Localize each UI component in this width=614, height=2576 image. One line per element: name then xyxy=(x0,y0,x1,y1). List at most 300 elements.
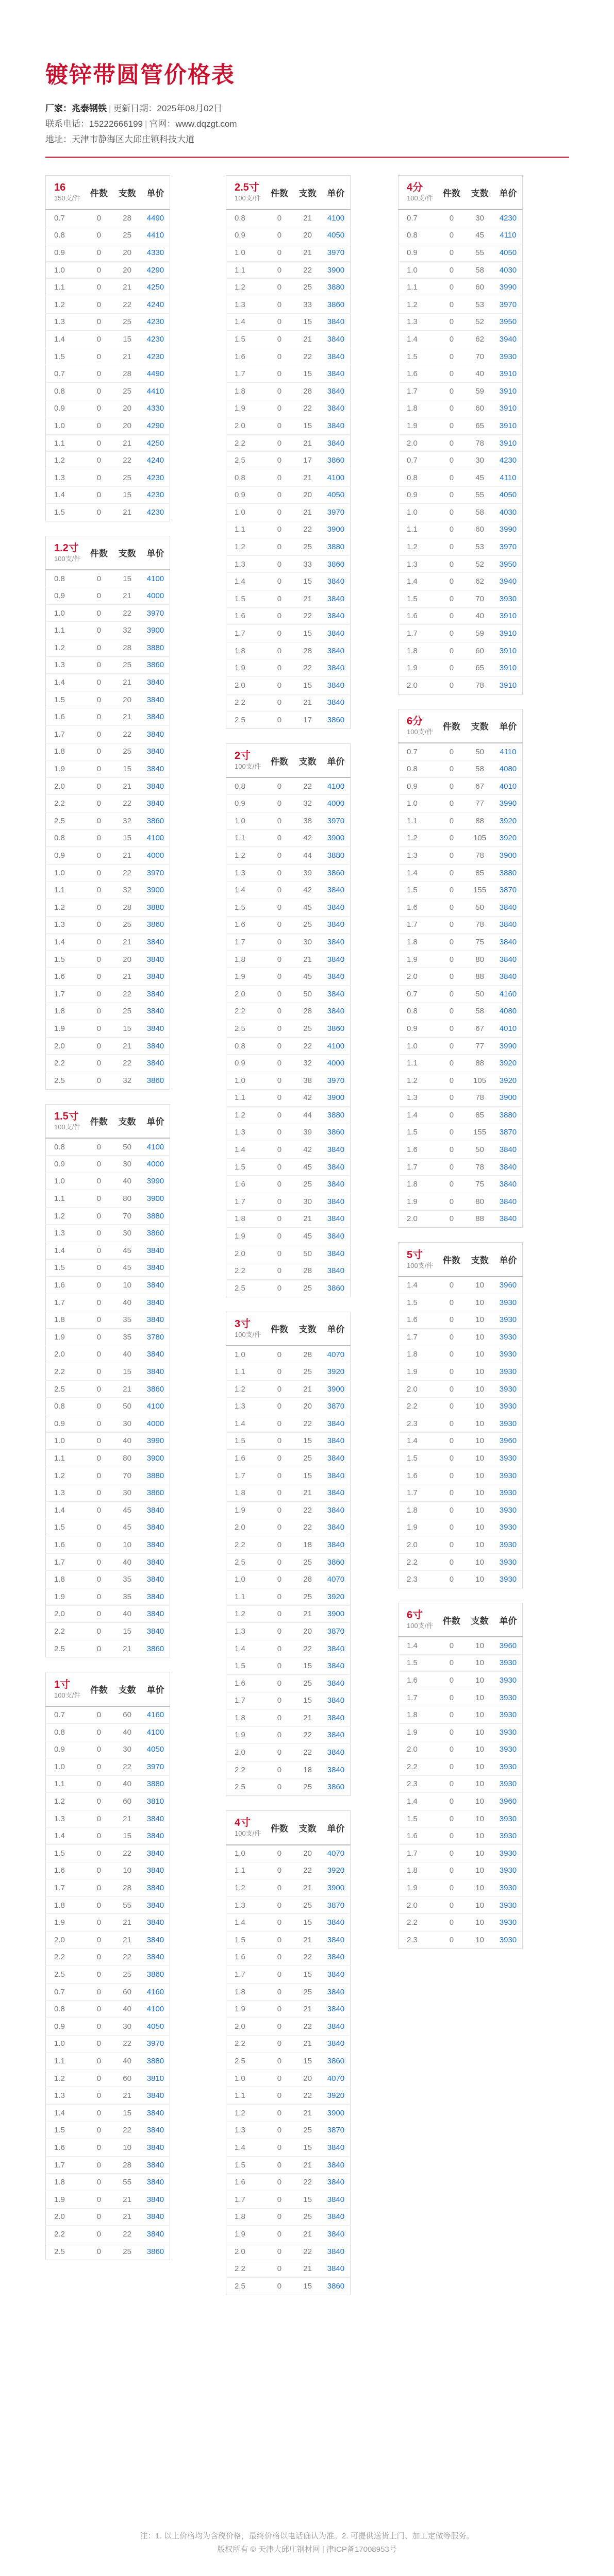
cell-price[interactable]: 3860 xyxy=(322,452,351,469)
cell-price[interactable]: 3840 xyxy=(322,1761,351,1778)
cell-price[interactable]: 4230 xyxy=(141,313,170,331)
cell-price[interactable]: 4100 xyxy=(141,2001,170,2018)
cell-price[interactable]: 4050 xyxy=(141,1741,170,1758)
cell-price[interactable]: 3880 xyxy=(494,864,523,882)
phone-number[interactable]: 15222666199 xyxy=(89,119,143,129)
cell-price[interactable]: 4100 xyxy=(141,829,170,847)
cell-price[interactable]: 4000 xyxy=(141,847,170,865)
cell-price[interactable]: 3900 xyxy=(322,1380,351,1398)
cell-price[interactable]: 3840 xyxy=(322,1432,351,1450)
cell-price[interactable]: 3990 xyxy=(141,1432,170,1450)
cell-price[interactable]: 3930 xyxy=(494,1741,523,1758)
cell-price[interactable]: 3840 xyxy=(322,2260,351,2278)
cell-price[interactable]: 4080 xyxy=(494,1003,523,1020)
cell-price[interactable]: 3880 xyxy=(141,1207,170,1225)
cell-price[interactable]: 3840 xyxy=(141,777,170,795)
cell-price[interactable]: 4030 xyxy=(494,261,523,279)
cell-price[interactable]: 3840 xyxy=(141,1588,170,1605)
cell-price[interactable]: 3930 xyxy=(494,1519,523,1536)
cell-price[interactable]: 3840 xyxy=(322,1519,351,1536)
cell-price[interactable]: 3840 xyxy=(141,1536,170,1554)
cell-price[interactable]: 3840 xyxy=(141,1896,170,1914)
cell-price[interactable]: 3840 xyxy=(141,1259,170,1277)
cell-price[interactable]: 4330 xyxy=(141,400,170,417)
cell-price[interactable]: 3970 xyxy=(494,296,523,313)
cell-price[interactable]: 3840 xyxy=(322,1003,351,1020)
cell-price[interactable]: 3970 xyxy=(141,1758,170,1776)
cell-price[interactable]: 3840 xyxy=(322,985,351,1003)
cell-price[interactable]: 3930 xyxy=(494,1810,523,1827)
cell-price[interactable]: 4290 xyxy=(141,417,170,435)
cell-price[interactable]: 3880 xyxy=(141,2053,170,2070)
cell-price[interactable]: 3860 xyxy=(141,2243,170,2260)
cell-price[interactable]: 3910 xyxy=(494,659,523,677)
cell-price[interactable]: 3900 xyxy=(322,1605,351,1623)
cell-price[interactable]: 3930 xyxy=(494,1363,523,1381)
cell-price[interactable]: 3900 xyxy=(494,847,523,865)
cell-price[interactable]: 3840 xyxy=(141,2087,170,2105)
cell-price[interactable]: 3910 xyxy=(494,625,523,642)
cell-price[interactable]: 3840 xyxy=(141,708,170,726)
cell-price[interactable]: 3840 xyxy=(322,331,351,348)
cell-price[interactable]: 4000 xyxy=(322,795,351,812)
cell-price[interactable]: 3860 xyxy=(141,1640,170,1657)
cell-price[interactable]: 3930 xyxy=(494,1501,523,1519)
cell-price[interactable]: 3920 xyxy=(322,1363,351,1381)
cell-price[interactable]: 3900 xyxy=(141,1190,170,1208)
cell-price[interactable]: 3840 xyxy=(322,2001,351,2018)
cell-price[interactable]: 3840 xyxy=(141,968,170,986)
cell-price[interactable]: 3880 xyxy=(141,1775,170,1793)
cell-price[interactable]: 4100 xyxy=(322,469,351,486)
cell-price[interactable]: 3930 xyxy=(494,1931,523,1949)
cell-price[interactable]: 3870 xyxy=(322,1398,351,1415)
cell-price[interactable]: 3930 xyxy=(494,1914,523,1931)
cell-price[interactable]: 3840 xyxy=(322,1914,351,1931)
cell-price[interactable]: 3940 xyxy=(494,331,523,348)
cell-price[interactable]: 4010 xyxy=(494,1020,523,1038)
cell-price[interactable]: 3900 xyxy=(141,1450,170,1467)
cell-price[interactable]: 4160 xyxy=(494,985,523,1003)
cell-price[interactable]: 3910 xyxy=(494,400,523,417)
cell-price[interactable]: 3910 xyxy=(494,417,523,435)
site-link[interactable]: www.dqzgt.com xyxy=(175,119,237,129)
cell-price[interactable]: 4000 xyxy=(322,1055,351,1072)
cell-price[interactable]: 3840 xyxy=(322,2208,351,2226)
cell-price[interactable]: 4100 xyxy=(141,1398,170,1415)
cell-price[interactable]: 3840 xyxy=(322,694,351,711)
cell-price[interactable]: 3930 xyxy=(494,1329,523,1346)
cell-price[interactable]: 4070 xyxy=(322,1346,351,1363)
cell-price[interactable]: 3840 xyxy=(141,2191,170,2208)
cell-price[interactable]: 4070 xyxy=(322,1845,351,1862)
cell-price[interactable]: 4050 xyxy=(322,486,351,504)
cell-price[interactable]: 4050 xyxy=(141,2018,170,2036)
cell-price[interactable]: 3840 xyxy=(322,313,351,331)
cell-price[interactable]: 4010 xyxy=(494,777,523,795)
cell-price[interactable]: 3930 xyxy=(494,1467,523,1484)
cell-price[interactable]: 3840 xyxy=(141,1571,170,1588)
cell-price[interactable]: 3880 xyxy=(494,1107,523,1124)
cell-price[interactable]: 3930 xyxy=(494,1415,523,1433)
cell-price[interactable]: 3920 xyxy=(322,2087,351,2105)
cell-price[interactable]: 4160 xyxy=(141,1706,170,1724)
cell-price[interactable]: 4100 xyxy=(322,210,351,227)
cell-price[interactable]: 3840 xyxy=(322,677,351,694)
cell-price[interactable]: 3900 xyxy=(322,829,351,847)
cell-price[interactable]: 4070 xyxy=(322,1571,351,1588)
cell-price[interactable]: 4230 xyxy=(494,452,523,469)
cell-price[interactable]: 3930 xyxy=(494,1398,523,1415)
cell-price[interactable]: 3930 xyxy=(494,1672,523,1689)
cell-price[interactable]: 3990 xyxy=(494,521,523,538)
cell-price[interactable]: 3860 xyxy=(322,2053,351,2070)
cell-price[interactable]: 3840 xyxy=(141,2104,170,2122)
cell-price[interactable]: 3840 xyxy=(494,916,523,934)
cell-price[interactable]: 3860 xyxy=(322,2277,351,2295)
cell-price[interactable]: 3870 xyxy=(322,1896,351,1914)
cell-price[interactable]: 3840 xyxy=(322,417,351,435)
cell-price[interactable]: 3860 xyxy=(141,656,170,674)
cell-price[interactable]: 4160 xyxy=(141,1983,170,2001)
cell-price[interactable]: 3860 xyxy=(322,555,351,573)
cell-price[interactable]: 3930 xyxy=(494,1553,523,1571)
cell-price[interactable]: 3840 xyxy=(494,1141,523,1159)
cell-price[interactable]: 3840 xyxy=(494,1158,523,1176)
cell-price[interactable]: 3840 xyxy=(141,951,170,968)
cell-price[interactable]: 3840 xyxy=(141,726,170,743)
cell-price[interactable]: 3840 xyxy=(322,1415,351,1433)
cell-price[interactable]: 3840 xyxy=(141,2226,170,2243)
cell-price[interactable]: 3840 xyxy=(141,2139,170,2157)
cell-price[interactable]: 4110 xyxy=(494,743,523,760)
cell-price[interactable]: 3840 xyxy=(141,1879,170,1897)
cell-price[interactable]: 3840 xyxy=(322,1193,351,1211)
cell-price[interactable]: 3840 xyxy=(322,2018,351,2036)
cell-price[interactable]: 4250 xyxy=(141,434,170,452)
cell-price[interactable]: 3780 xyxy=(141,1329,170,1346)
cell-price[interactable]: 3840 xyxy=(322,1692,351,1709)
cell-price[interactable]: 3840 xyxy=(322,1983,351,2001)
cell-price[interactable]: 3930 xyxy=(494,590,523,608)
cell-price[interactable]: 4290 xyxy=(141,261,170,279)
cell-price[interactable]: 3880 xyxy=(322,847,351,865)
cell-price[interactable]: 3970 xyxy=(141,864,170,882)
cell-price[interactable]: 3900 xyxy=(322,2104,351,2122)
cell-price[interactable]: 3840 xyxy=(322,2174,351,2191)
cell-price[interactable]: 4100 xyxy=(322,777,351,795)
cell-price[interactable]: 3930 xyxy=(494,1571,523,1588)
cell-price[interactable]: 3860 xyxy=(322,1020,351,1038)
cell-price[interactable]: 4490 xyxy=(141,365,170,383)
cell-price[interactable]: 3860 xyxy=(141,1380,170,1398)
cell-price[interactable]: 3910 xyxy=(494,365,523,383)
cell-price[interactable]: 3840 xyxy=(141,1003,170,1020)
cell-price[interactable]: 3840 xyxy=(322,1228,351,1245)
cell-price[interactable]: 3860 xyxy=(322,711,351,729)
cell-price[interactable]: 3880 xyxy=(322,538,351,556)
cell-price[interactable]: 3840 xyxy=(322,1966,351,1984)
cell-price[interactable]: 3840 xyxy=(322,1158,351,1176)
cell-price[interactable]: 3900 xyxy=(322,261,351,279)
cell-price[interactable]: 3840 xyxy=(322,573,351,590)
cell-price[interactable]: 3930 xyxy=(494,1706,523,1724)
cell-price[interactable]: 4240 xyxy=(141,452,170,469)
cell-price[interactable]: 3930 xyxy=(494,1775,523,1793)
cell-price[interactable]: 3930 xyxy=(494,1723,523,1741)
cell-price[interactable]: 3840 xyxy=(322,1210,351,1228)
cell-price[interactable]: 3860 xyxy=(141,916,170,934)
cell-price[interactable]: 3930 xyxy=(494,1689,523,1706)
cell-price[interactable]: 3880 xyxy=(322,1107,351,1124)
cell-price[interactable]: 3840 xyxy=(322,1709,351,1727)
cell-price[interactable]: 3930 xyxy=(494,1294,523,1311)
cell-price[interactable]: 3840 xyxy=(141,1037,170,1055)
cell-price[interactable]: 3840 xyxy=(322,1931,351,1949)
cell-price[interactable]: 4100 xyxy=(141,1138,170,1156)
cell-price[interactable]: 3840 xyxy=(141,795,170,812)
cell-price[interactable]: 3840 xyxy=(322,1640,351,1657)
cell-price[interactable]: 3840 xyxy=(322,1674,351,1692)
cell-price[interactable]: 3840 xyxy=(322,899,351,916)
cell-price[interactable]: 4050 xyxy=(494,244,523,262)
cell-price[interactable]: 3990 xyxy=(494,795,523,812)
cell-price[interactable]: 3840 xyxy=(494,951,523,968)
cell-price[interactable]: 3840 xyxy=(141,1055,170,1072)
cell-price[interactable]: 3840 xyxy=(141,1605,170,1623)
cell-price[interactable]: 3860 xyxy=(322,1553,351,1571)
cell-price[interactable]: 3840 xyxy=(322,607,351,625)
cell-price[interactable]: 4330 xyxy=(141,244,170,262)
cell-price[interactable]: 3840 xyxy=(322,1245,351,1262)
cell-price[interactable]: 3960 xyxy=(494,1432,523,1450)
cell-price[interactable]: 4030 xyxy=(494,504,523,521)
cell-price[interactable]: 3940 xyxy=(494,573,523,590)
cell-price[interactable]: 3840 xyxy=(322,2035,351,2053)
cell-price[interactable]: 3840 xyxy=(141,1931,170,1949)
cell-price[interactable]: 3840 xyxy=(141,1242,170,1260)
cell-price[interactable]: 3840 xyxy=(494,1176,523,1193)
cell-price[interactable]: 4050 xyxy=(494,486,523,504)
cell-price[interactable]: 3860 xyxy=(322,1778,351,1796)
cell-price[interactable]: 3950 xyxy=(494,555,523,573)
cell-price[interactable]: 3920 xyxy=(494,829,523,847)
cell-price[interactable]: 3930 xyxy=(494,1845,523,1862)
cell-price[interactable]: 3840 xyxy=(141,691,170,708)
cell-price[interactable]: 4110 xyxy=(494,227,523,244)
cell-price[interactable]: 3840 xyxy=(322,1467,351,1484)
cell-price[interactable]: 3930 xyxy=(494,348,523,365)
cell-price[interactable]: 4000 xyxy=(141,1156,170,1173)
cell-price[interactable]: 4410 xyxy=(141,227,170,244)
cell-price[interactable]: 4230 xyxy=(141,486,170,504)
cell-price[interactable]: 3900 xyxy=(141,622,170,639)
cell-price[interactable]: 3840 xyxy=(141,1948,170,1966)
cell-price[interactable]: 3860 xyxy=(322,864,351,882)
cell-price[interactable]: 3840 xyxy=(322,1141,351,1159)
cell-price[interactable]: 3840 xyxy=(141,1519,170,1536)
cell-price[interactable]: 3930 xyxy=(494,1758,523,1776)
cell-price[interactable]: 3860 xyxy=(141,1225,170,1242)
cell-price[interactable]: 4080 xyxy=(494,760,523,778)
cell-price[interactable]: 4230 xyxy=(141,469,170,486)
cell-price[interactable]: 3840 xyxy=(141,1363,170,1381)
cell-price[interactable]: 3840 xyxy=(322,934,351,951)
cell-price[interactable]: 3840 xyxy=(141,1845,170,1862)
cell-price[interactable]: 3840 xyxy=(322,1726,351,1744)
cell-price[interactable]: 3900 xyxy=(494,1089,523,1107)
cell-price[interactable]: 3840 xyxy=(494,934,523,951)
cell-price[interactable]: 3840 xyxy=(322,1450,351,1467)
cell-price[interactable]: 3840 xyxy=(141,985,170,1003)
cell-price[interactable]: 3840 xyxy=(141,1346,170,1363)
cell-price[interactable]: 3840 xyxy=(141,2122,170,2139)
cell-price[interactable]: 3910 xyxy=(494,382,523,400)
cell-price[interactable]: 4250 xyxy=(141,279,170,296)
cell-price[interactable]: 3930 xyxy=(494,1896,523,1914)
cell-price[interactable]: 3950 xyxy=(494,313,523,331)
cell-price[interactable]: 3930 xyxy=(494,1484,523,1502)
cell-price[interactable]: 3840 xyxy=(322,1536,351,1554)
cell-price[interactable]: 3860 xyxy=(322,296,351,313)
cell-price[interactable]: 3900 xyxy=(322,521,351,538)
cell-price[interactable]: 3840 xyxy=(141,934,170,951)
cell-price[interactable]: 3840 xyxy=(141,2208,170,2226)
cell-price[interactable]: 3930 xyxy=(494,1311,523,1329)
cell-price[interactable]: 3840 xyxy=(322,2156,351,2174)
cell-price[interactable]: 4230 xyxy=(141,348,170,365)
cell-price[interactable]: 4100 xyxy=(322,1037,351,1055)
cell-price[interactable]: 3840 xyxy=(322,625,351,642)
cell-price[interactable]: 3840 xyxy=(322,434,351,452)
cell-price[interactable]: 4100 xyxy=(141,1723,170,1741)
cell-price[interactable]: 3840 xyxy=(141,1501,170,1519)
cell-price[interactable]: 3930 xyxy=(494,1879,523,1897)
cell-price[interactable]: 3970 xyxy=(322,1072,351,1089)
cell-price[interactable]: 3840 xyxy=(141,1914,170,1931)
cell-price[interactable]: 3810 xyxy=(141,2070,170,2087)
cell-price[interactable]: 3840 xyxy=(322,2243,351,2260)
cell-price[interactable]: 3930 xyxy=(494,1380,523,1398)
cell-price[interactable]: 3840 xyxy=(322,659,351,677)
cell-price[interactable]: 3900 xyxy=(141,882,170,899)
cell-price[interactable]: 3840 xyxy=(322,348,351,365)
cell-price[interactable]: 4230 xyxy=(494,210,523,227)
cell-price[interactable]: 4230 xyxy=(141,504,170,521)
cell-price[interactable]: 3900 xyxy=(322,1089,351,1107)
cell-price[interactable]: 3840 xyxy=(322,365,351,383)
cell-price[interactable]: 3880 xyxy=(141,639,170,657)
cell-price[interactable]: 3870 xyxy=(322,1623,351,1640)
cell-price[interactable]: 3860 xyxy=(141,1072,170,1089)
cell-price[interactable]: 3910 xyxy=(494,434,523,452)
cell-price[interactable]: 3920 xyxy=(494,1055,523,1072)
cell-price[interactable]: 3910 xyxy=(494,607,523,625)
cell-price[interactable]: 3930 xyxy=(494,1827,523,1845)
cell-price[interactable]: 3840 xyxy=(141,1311,170,1329)
cell-price[interactable]: 3910 xyxy=(494,677,523,694)
cell-price[interactable]: 3840 xyxy=(322,1657,351,1675)
cell-price[interactable]: 3840 xyxy=(494,1193,523,1211)
cell-price[interactable]: 4110 xyxy=(494,469,523,486)
cell-price[interactable]: 3880 xyxy=(141,1467,170,1484)
cell-price[interactable]: 3840 xyxy=(322,916,351,934)
cell-price[interactable]: 4000 xyxy=(141,1415,170,1433)
cell-price[interactable]: 3970 xyxy=(141,604,170,622)
cell-price[interactable]: 3860 xyxy=(141,812,170,830)
cell-price[interactable]: 3840 xyxy=(494,968,523,986)
cell-price[interactable]: 4410 xyxy=(141,382,170,400)
cell-price[interactable]: 3840 xyxy=(141,1623,170,1640)
cell-price[interactable]: 4490 xyxy=(141,210,170,227)
cell-price[interactable]: 3810 xyxy=(141,1793,170,1810)
cell-price[interactable]: 3840 xyxy=(141,1553,170,1571)
cell-price[interactable]: 3990 xyxy=(494,1037,523,1055)
cell-price[interactable]: 3860 xyxy=(322,1124,351,1141)
cell-price[interactable]: 3840 xyxy=(322,1176,351,1193)
cell-price[interactable]: 4240 xyxy=(141,296,170,313)
cell-price[interactable]: 3920 xyxy=(494,812,523,830)
cell-price[interactable]: 3840 xyxy=(141,1020,170,1038)
cell-price[interactable]: 3880 xyxy=(322,279,351,296)
cell-price[interactable]: 4230 xyxy=(141,331,170,348)
cell-price[interactable]: 4000 xyxy=(141,587,170,605)
cell-price[interactable]: 3970 xyxy=(322,504,351,521)
cell-price[interactable]: 3860 xyxy=(141,1484,170,1502)
cell-price[interactable]: 3870 xyxy=(494,1124,523,1141)
cell-price[interactable]: 3840 xyxy=(141,1862,170,1879)
cell-price[interactable]: 3930 xyxy=(494,1346,523,1363)
cell-price[interactable]: 3840 xyxy=(141,760,170,778)
cell-price[interactable]: 3840 xyxy=(322,1262,351,1280)
cell-price[interactable]: 3960 xyxy=(494,1277,523,1294)
cell-price[interactable]: 3870 xyxy=(322,2122,351,2139)
cell-price[interactable]: 3840 xyxy=(141,2156,170,2174)
cell-price[interactable]: 3970 xyxy=(322,244,351,262)
cell-price[interactable]: 3840 xyxy=(322,642,351,659)
cell-price[interactable]: 3840 xyxy=(322,590,351,608)
cell-price[interactable]: 3840 xyxy=(141,1294,170,1311)
cell-price[interactable]: 3960 xyxy=(494,1793,523,1810)
cell-price[interactable]: 3880 xyxy=(141,899,170,916)
cell-price[interactable]: 3900 xyxy=(322,1879,351,1897)
cell-price[interactable]: 3840 xyxy=(322,968,351,986)
cell-price[interactable]: 3840 xyxy=(141,1810,170,1827)
cell-price[interactable]: 3840 xyxy=(322,382,351,400)
cell-price[interactable]: 3840 xyxy=(322,1948,351,1966)
cell-price[interactable]: 3860 xyxy=(322,1280,351,1297)
cell-price[interactable]: 3840 xyxy=(141,2174,170,2191)
cell-price[interactable]: 3840 xyxy=(141,674,170,691)
cell-price[interactable]: 3840 xyxy=(494,1210,523,1228)
cell-price[interactable]: 3970 xyxy=(141,2035,170,2053)
cell-price[interactable]: 3970 xyxy=(322,812,351,830)
cell-price[interactable]: 3920 xyxy=(494,1072,523,1089)
cell-price[interactable]: 3840 xyxy=(322,2139,351,2157)
cell-price[interactable]: 3920 xyxy=(322,1862,351,1879)
cell-price[interactable]: 3960 xyxy=(494,1637,523,1654)
cell-price[interactable]: 3840 xyxy=(322,1744,351,1761)
cell-price[interactable]: 3910 xyxy=(494,642,523,659)
cell-price[interactable]: 3840 xyxy=(141,1277,170,1294)
cell-price[interactable]: 4100 xyxy=(141,570,170,587)
cell-price[interactable]: 3840 xyxy=(322,2191,351,2208)
cell-price[interactable]: 3930 xyxy=(494,1862,523,1879)
cell-price[interactable]: 3970 xyxy=(494,538,523,556)
cell-price[interactable]: 3930 xyxy=(494,1536,523,1554)
cell-price[interactable]: 3840 xyxy=(322,882,351,899)
cell-price[interactable]: 3930 xyxy=(494,1654,523,1672)
